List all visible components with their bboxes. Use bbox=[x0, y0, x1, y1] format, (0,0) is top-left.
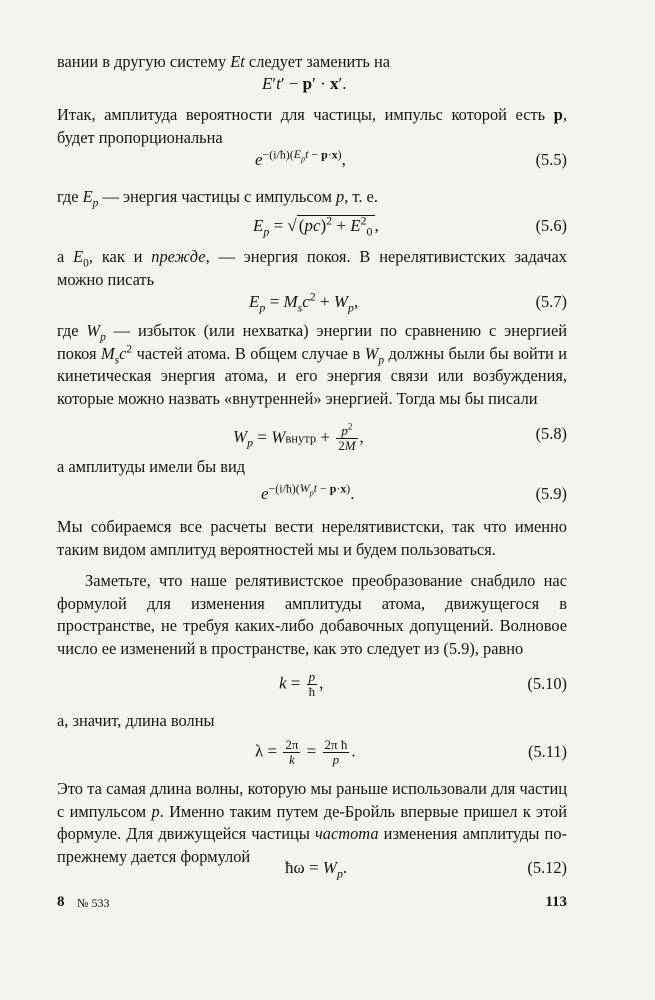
print-number: № 533 bbox=[77, 896, 110, 910]
paragraph-6: а амплитуды имели бы вид bbox=[57, 457, 246, 476]
paragraph-10: Это та самая длина волны, которую мы раньше использовали для частиц с импульсом p. Именно таким путем де-Бройль впервые пришел к этой формуле. Для движущейся частицы частота изменения амплитуды по-прежнему дается формулой bbox=[57, 779, 567, 866]
paragraph-1: вании в другую систему Et следует заменить на bbox=[57, 52, 391, 71]
equation-5-10: k = $\frac{p}{ħ}$ , (5.10) bbox=[279, 669, 567, 699]
equation-number-5-8: (5.8) bbox=[535, 424, 567, 443]
equation-top: E′t′ − p′ · x′. bbox=[262, 74, 347, 93]
equation-5-9: $e^{-(i/ħ)(W_pt - p\cdot x)}$. (5.9) bbox=[261, 481, 567, 503]
equation-number-5-10: (5.10) bbox=[527, 674, 567, 693]
paragraph-9: а, значит, длина волны bbox=[57, 711, 215, 730]
equation-number-5-7: (5.7) bbox=[535, 292, 567, 311]
equation-5-6: $E_p$ = √ $(pc)^2 + E^2_0$ , (5.6) bbox=[253, 213, 567, 239]
equation-5-5: $e^{-(i/ħ)(E_pt - p\cdot x)}$, (5.5) bbox=[255, 147, 567, 169]
page-number: 113 bbox=[545, 894, 567, 910]
equation-5-12: ħω = $W_p$. (5.12) bbox=[285, 858, 567, 881]
paragraph-3: где $E_p$ — энергия частицы с импульсом p, т. е. bbox=[57, 187, 378, 210]
equation-number-5-5: (5.5) bbox=[535, 150, 567, 169]
equation-number-5-9: (5.9) bbox=[535, 484, 567, 503]
equation-number-5-6: (5.6) bbox=[535, 216, 567, 235]
paragraph-2: Итак, амплитуда вероятности для частицы, импульс которой есть p, будет пропорциональна bbox=[57, 105, 567, 147]
equation-5-8: $W_p$ = Wвнутр + $\frac{p^2}{2M}$ , (5.8) bbox=[233, 421, 567, 453]
equation-number-5-11: (5.11) bbox=[528, 742, 567, 761]
paragraph-4: а $E_0$, как и прежде, — энергия покоя. В нерелятивистских задачах можно писать bbox=[57, 247, 567, 289]
equation-number-5-12: (5.12) bbox=[527, 858, 567, 877]
equation-5-7: $E_p = M_sc^2 + W_p$, (5.7) bbox=[249, 289, 567, 315]
paragraph-8: Заметьте, что наше релятивистское преобразование снабдило нас формулой для изменения амплитуды атома, движущегося в пространстве, не требуя каких-либо добавочных допущений. Волновое число ее изменений в пространстве, как это следует из (5.9), равно bbox=[57, 571, 567, 658]
equation-5-11: λ = $\frac{2\pi}{k}$ = $\frac{\text{2π ħ}}{p}$ . (5.11) bbox=[255, 737, 567, 767]
paragraph-5: где $W_p$ — избыток (или нехватка) энергии по сравнению с энергией покоя $M_sc^2$ частей атома. В общем случае в $W_p$ должны были бы войти и кинетическая энергия атома, и его энергия связи или возбуждения, которые можно назвать «внутренней» энергией. Тогда мы бы писали bbox=[57, 321, 567, 408]
signature-mark: 8 bbox=[57, 894, 65, 910]
paragraph-7: Мы собираемся все расчеты вести нерелятивистски, так что именно таким видом амплитуд вероятностей мы и будем пользоваться. bbox=[57, 517, 567, 559]
